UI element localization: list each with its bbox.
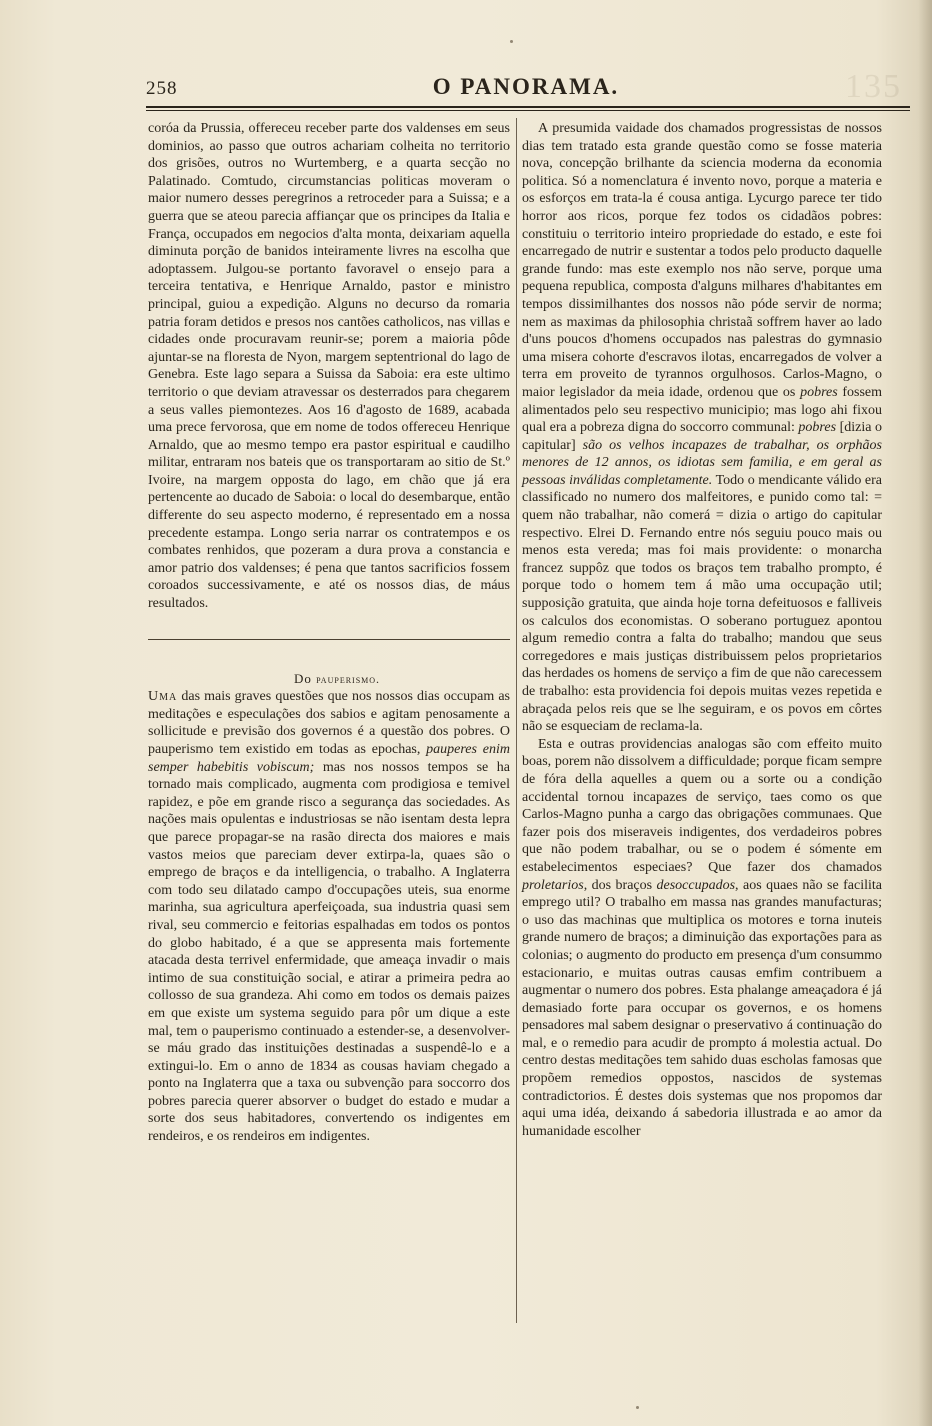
providencias-paragraph [522,736,882,1141]
page-number: 258 [146,78,178,99]
binding-shadow [918,0,932,1426]
section-heading-prefix: Do [293,670,312,686]
section-heading-title: pauperismo. [316,671,381,686]
italic-pobres-2: pobres [798,420,837,436]
valdenses-paragraph: coróa da Prussia, offereceu receber parte dos valdenses em seus dominios, ao passo que outros achariam colheita no territorio dos grisões, outros no Wurtemberg, e a quarta secção no Palatinado. Comtudo, circumstancias politicas moveram o maior numero desses peregrinos a retroceder para a Suissa; e a guerra que se ateou parecia affiançar que os principes da Italia e França, occupados em negocios d'alta monta, deixariam aquella diminuta porção de banidos inteiramente livres na escolha que adoptassem. Julgou-se portanto favoravel o ensejo para a terceira tentativa, e Henrique Arnaldo, pastor e ministro principal, guiou a expedição. Alguns no decurso da romaria patria foram detidos e presos nos cantões catholicos, nas villas e cidades onde procuravam reunir-se; porem a maioria pôde ajuntar-se na floresta de Nyon, margem septentrional do lago de Genebra. Este lago separa a Suissa da Saboia: era este ultimo territorio o que deviam atravessar os desterrados para chegarem a seus valles piemontezes. Aos 16 d'agosto de 1689, acabada uma prece fervorosa, que em nome de todos offereceu Henrique Arnaldo, que ao mesmo tempo era pastor espiritual e caudilho militar, entraram nos bateis que os transportaram ao sitio de St.º Ivoire, na margem opposta do lago, em chão que já era pertencente ao ducado de Saboia: o local do desembarque, então differente do seu aspecto moderno, é representado em a nossa precedente estampa. Longo seria narrar os contratempos e os combates renhidos, que pozeram a dura prova a constancia e amor patrio dos valdenses; é pena que tantos sacrificios fossem coroados successivamente, e até os nossos dias, de máus resultados. [148,121,510,612]
bleed-through-page-number: 135 [845,68,902,105]
italic-desoccupados: desoccupados [656,877,736,893]
capitular-quote: são os velhos incapazes de trabalhar, os orphãos menores de 12 annos, os idiotas sem familia, e em geral as pessoas inválidas completamente. [522,437,882,488]
providencias-text-c: , aos quaes não se facilita emprego util? O trabalho em massa nas grandes manufacturas; o uso das machinas que multiplica os motores e torna inuteis grande numero de braços; a diminuição das exportações para as colonias; o augmento do producto em presença d'um consummo estacionario, e muitas outras causas emfim contribuem a augmentar o numero dos pobres. Esta phalange ameaçadora é já demasiado forte para occupar os governos, e os homens pensadores mal sabem designar o preservativo á continuação do mal, e o remedio para acudir de prompto á molestia actual. Do centro destas meditações tem sahido duas escholas famosas que propõem remedios oppostos, nascidos de systemas contradictorios. É destes dois systemas que nos propomos dar aqui uma idéa, deixando á sabedoria illustrada e ao amor da humanidade escolher [522,877,882,1139]
progressistas-text-b: fossem alimentados pelo seu respectivo municipio; mas logo ahi fixou qual era a pobreza digna do soccorro communal: [522,384,882,436]
latin-quote: pauperes enim semper habebitis vobiscum; [148,742,510,775]
progressistas-text-c: [dizia o capitular] [522,420,882,453]
progressistas-text-a: A presumida vaidade dos chamados progressistas de nossos dias tem tratado esta grande questão como se fosse materia nova, concepção brilhante da sciencia moderna da economia politica. Só a nomenclatura é invento novo, porque a materia e os esforços em trata-la é cousa antiga. Lycurgo parece ter tido horror aos ricos, porque fez todos os cidadãos pobres: constituiu o territorio inteiro propriedade do estado, e este foi encarregado de nutrir e sustentar a todos pelo producto daquelle grande fundo: mas este exemplo nos não serve, porque uma pequena republica, composta d'alguns milhares d'habitantes em tempos dissimilhantes dos nossos não póde servir de norma; nem as maximas da philosophia christaã soffrem haver ao lado d'uns poucos d'homens occupados nas palestras do gymnasio uma misera cohorte d'escravos ilotas, encarregados de volver a terra em proveito de tyrannos orgulhosos. Carlos-Magno, o maior legislador da meia idade, ordenou que os [522,121,882,400]
right-column [522,120,882,1140]
left-column [148,120,510,1146]
section-rule [148,639,510,640]
journal-title: O PANORAMA. [432,74,620,99]
section-heading [148,670,510,689]
lead-word: Uma [148,689,178,705]
page-header [140,68,912,105]
paper-speck [510,40,513,43]
paper-speck [636,1406,639,1409]
column-divider [516,118,517,1323]
providencias-text-a: Esta e outras providencias analogas são com effeito muito boas, porem não dissolvem a difficuldade; porque ficam sempre de fóra della aquelles a quem ou a sorte ou a condição accidental tornou incapazes de serviço, taes como os que Carlos-Magno punha a cargo das obrigações communaes. Que fazer pois dos miseraveis indigentes, dos verdadeiros pobres que não podem trabalhar, ou se o podem é sómente em estabelecimentos especiaes? Que fazer dos chamados [522,736,882,875]
providencias-text-b: , dos braços [583,877,657,893]
pauperismo-text-b: mas nos nossos tempos se ha tornado mais complicado, augmenta com prodigiosa e temivel rapidez, e põe em grande risco a segurança das sociedades. As nações mais opulentas e industriosas se não isentam desta lepra que parece propagar-se na rasão directa dos maiores e mais vastos meios que pareciam dever extirpa-la, quaes são o emprego de braços e da intelligencia, o trabalho. A Inglaterra com todo seu dilatado campo d'occupações uteis, sua enorme marinha, sua agricultura aperfeiçoada, sua industria quasi sem rival, seu commercio e feitorias espalhadas em todos os pontos do globo habitado, é a que se appresenta mais fortemente atacada desta terrivel enfermidade, que ameaça invadir o mais intimo de sua constituição social, e atirar a primeira pedra ao collosso de sua grandeza. Ahi como em todos os demais paizes em que existe um systema seguido para pôr um dique a este mal, tem o pauperismo continuado a estender-se, a desenvolver-se máu grado das instituições destinadas a suspendê-lo e a extingui-lo. Em o anno de 1834 as cousas haviam chegado a ponto na Inglaterra que a taxa ou subvenção para soccorro dos pobres parecia querer absorver o budget do estado e mudar a sorte dos seus habitadores, convertendo os indigentes em rendeiros, e os rendeiros em indigentes. [148,759,510,1145]
italic-pobres-1: pobres [800,384,838,400]
pauperismo-text-a: das mais graves questões que nos nossos dias occupam as meditações e especulações dos sabios e agitam penosamente a sollicitude e previsão dos governos é a questão dos pobres. O pauperismo tem existido em todas as epochas, [148,689,510,757]
pauperismo-paragraph [148,688,510,1145]
header-rule-thin [146,110,910,111]
header-rule [146,106,910,108]
progressistas-paragraph [522,120,882,736]
progressistas-text-d: Todo o mendicante válido era classificado no numero dos malfeitores, e punido como tal: = quem não trabalhar, não comerá = dizia o artigo do capitular respectivo. Elrei D. Fernando entre nós seguiu pouco mais ou menos esta vereda; mas foi mais providente: o monarcha francez suppôz que todos os braços tem trabalho prompto, é porque todo o homem tem á mão uma occupação util; supposição gratuita, que ainda hoje torna defeituosos e falliveis os calculos dos economistas. O soberano portuguez apontou algum remedio contra a falta do trabalho; mandou que seus corregedores e mais justiças distribuissem pelos proprietarios das herdades os homens de serviço a fim de que não carecessem de trabalho: esta providencia foi depois muitas vezes repetida e abraçada pelos reis que se lhe seguiram, e os povos em côrtes não se esqueciam de reclama-la. [522,472,882,735]
italic-proletarios: proletarios [522,877,584,893]
